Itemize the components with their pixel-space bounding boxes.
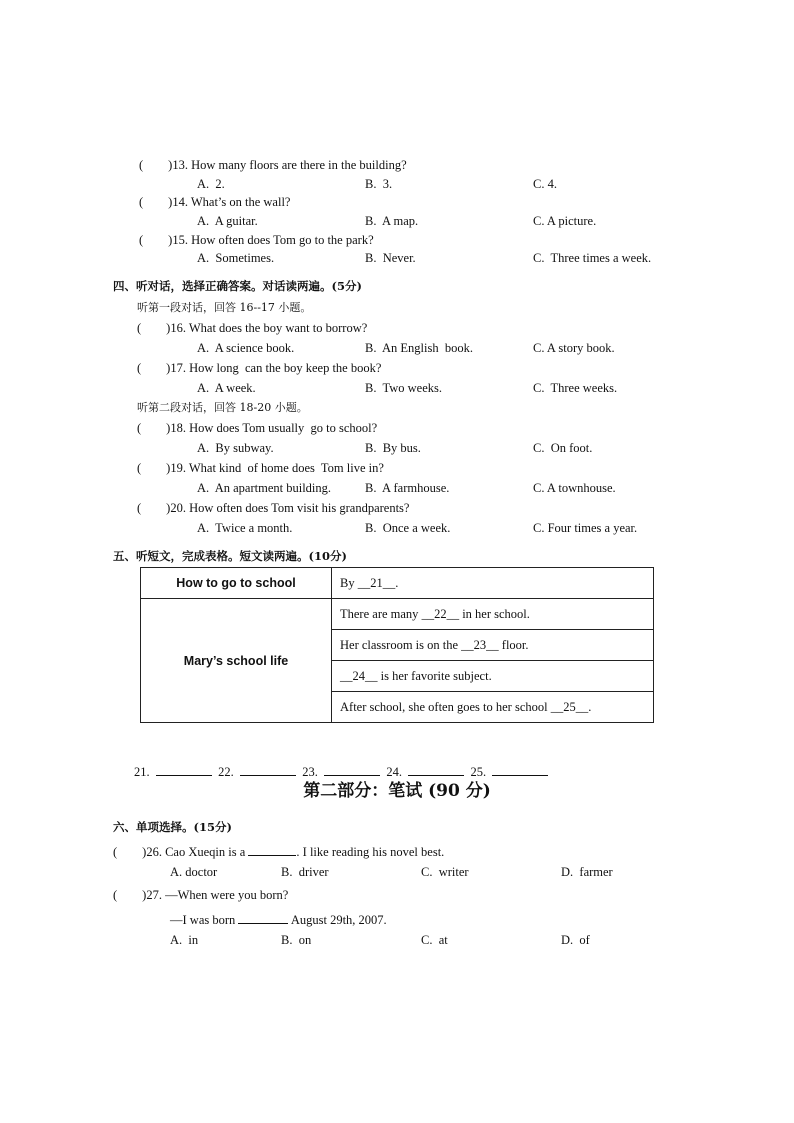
option-14a: A. A guitar.: [197, 214, 258, 228]
option-19b: B. A farmhouse.: [365, 481, 450, 495]
option-14b: B. A map.: [365, 214, 419, 228]
blank-25: __25__: [550, 699, 589, 714]
option-20c: C. Four times a year.: [533, 521, 638, 535]
option-27d: D. of: [561, 933, 590, 947]
question-16: ( )16. What does the boy want to borrow?: [137, 321, 368, 335]
q26-blank[interactable]: [248, 842, 296, 856]
cell-23-pre: Her classroom is on the: [340, 637, 462, 652]
option-17c: C. Three weeks.: [533, 381, 618, 395]
cell-24-post: is her favorite subject.: [377, 668, 492, 683]
option-18a: A. By subway.: [197, 441, 274, 455]
cell-21-post: .: [395, 575, 399, 590]
option-18b: B. By bus.: [365, 441, 421, 455]
q27-post: August 29th, 2007.: [288, 913, 387, 927]
answer-blank-25[interactable]: [492, 762, 548, 776]
option-20a: A. Twice a month.: [197, 521, 293, 535]
option-15a: A. Sometimes.: [197, 251, 275, 265]
option-18c: C. On foot.: [533, 441, 593, 455]
option-15b: B. Never.: [365, 251, 416, 265]
question-17: ( )17. How long can the boy keep the book?: [137, 361, 382, 375]
table-label-transport: How to go to school: [141, 568, 332, 599]
blank-24: __24__: [340, 668, 378, 683]
question-20: ( )20. How often does Tom visit his grandparents?: [137, 501, 410, 515]
option-14c: C. A picture.: [533, 214, 597, 228]
option-19c: C. A townhouse.: [533, 481, 616, 495]
option-15c: C. Three times a week.: [533, 251, 652, 265]
cell-21-pre: By: [340, 575, 358, 590]
answer-number-23: 23.: [302, 765, 318, 779]
option-13b: B. 3.: [365, 177, 393, 191]
cell-23-post: floor.: [498, 637, 529, 652]
listening-table: [140, 567, 654, 723]
question-14: ( )14. What’s on the wall?: [139, 195, 291, 209]
option-27c: C. at: [421, 933, 448, 947]
question-13: ( )13. How many floors are there in the building?: [139, 158, 407, 172]
table-cell-25: [332, 692, 654, 723]
cell-25-post: .: [588, 699, 592, 714]
part2-title: 第二部分：笔试 (90 分): [303, 781, 491, 801]
answer-line: [134, 746, 548, 780]
q27-blank[interactable]: [238, 910, 288, 924]
answer-blank-24[interactable]: [408, 762, 464, 776]
option-26a: A. doctor: [170, 865, 218, 879]
option-16a: A. A science book.: [197, 341, 295, 355]
question-15: ( )15. How often does Tom go to the park?: [139, 233, 374, 247]
option-27a: A. in: [170, 933, 199, 947]
question-27-line2: [170, 910, 387, 928]
blank-22: __22__: [421, 606, 460, 621]
question-26: [113, 842, 444, 860]
answer-blank-21[interactable]: [156, 762, 212, 776]
answer-number-24: 24.: [386, 765, 402, 779]
answer-number-22: 22.: [218, 765, 234, 779]
q27-pre: —I was born: [170, 913, 239, 927]
answer-blank-22[interactable]: [240, 762, 296, 776]
option-17b: B. Two weeks.: [365, 381, 443, 395]
table-cell-21: [332, 568, 654, 599]
option-20b: B. Once a week.: [365, 521, 451, 535]
question-27: ( )27. —When were you born?: [113, 888, 289, 902]
table-label-school-life: Mary’s school life: [141, 599, 332, 723]
q26-pre: ( )26. Cao Xueqin is a: [113, 845, 249, 859]
section-4-sub1: 听第一段对话，回答 16--17 小题。: [137, 301, 312, 314]
section-4-heading: 四、听对话，选择正确答案。对话读两遍。(5分): [113, 279, 362, 293]
option-26d: D. farmer: [561, 865, 613, 879]
table-cell-22: [332, 599, 654, 630]
blank-21: __21__: [357, 575, 396, 590]
option-13a: A. 2.: [197, 177, 225, 191]
question-19: ( )19. What kind of home does Tom live in?: [137, 461, 384, 475]
section-4-sub2: 听第二段对话，回答 18-20 小题。: [137, 401, 308, 414]
option-13c: C. 4.: [533, 177, 557, 191]
answer-number-25: 25.: [470, 765, 487, 779]
table-cell-24: [332, 661, 654, 692]
table-cell-23: [332, 630, 654, 661]
option-27b: B. on: [281, 933, 312, 947]
cell-22-post: in her school.: [459, 606, 530, 621]
cell-25-pre: After school, she often goes to her school: [340, 699, 551, 714]
question-18: ( )18. How does Tom usually go to school?: [137, 421, 378, 435]
option-16c: C. A story book.: [533, 341, 615, 355]
answer-number-21: 21.: [134, 765, 150, 779]
option-17a: A. A week.: [197, 381, 256, 395]
option-19a: A. An apartment building.: [197, 481, 332, 495]
answer-blank-23[interactable]: [324, 762, 380, 776]
q26-post: . I like reading his novel best.: [296, 845, 445, 859]
blank-23: __23__: [461, 637, 499, 652]
option-16b: B. An English book.: [365, 341, 473, 355]
section-5-heading: 五、听短文，完成表格。短文读两遍。(10分): [113, 549, 347, 563]
option-26b: B. driver: [281, 865, 329, 879]
section-6-heading: 六、单项选择。(15分): [113, 820, 232, 834]
cell-22-pre: There are many: [340, 606, 422, 621]
option-26c: C. writer: [421, 865, 469, 879]
